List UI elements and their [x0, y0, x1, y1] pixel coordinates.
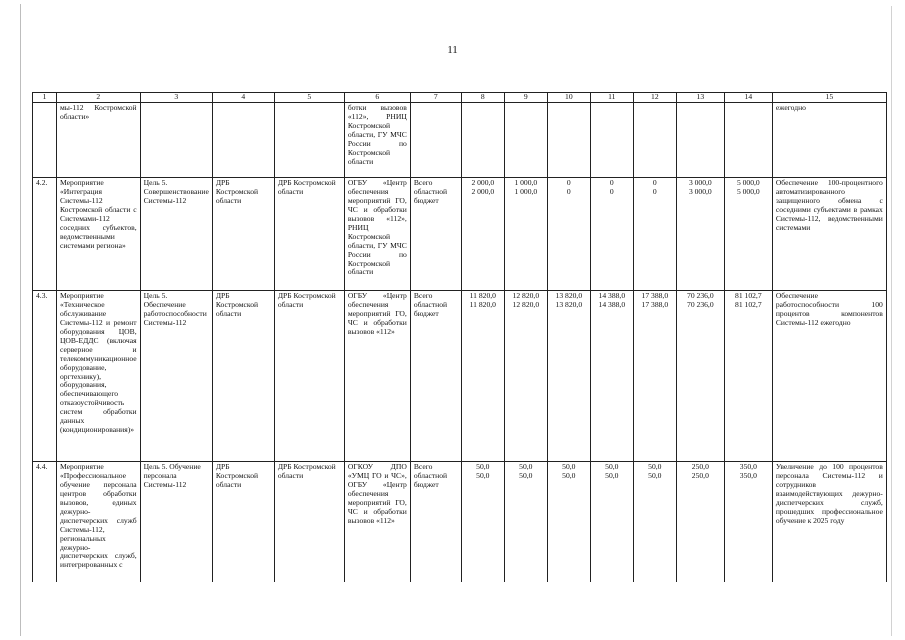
activity-name-cell: Мероприятие «Профессиональное обучение персонала центров обработки вызовов, единых дежурно-диспетчерских служб Системы-112, региональных дежурно-диспетчерских служб, интегрированных с [57, 461, 141, 582]
value-total: 11 820,0 [469, 290, 496, 300]
funding-regional-label: областной бюджет [413, 299, 448, 318]
header-cell: 13 [676, 93, 724, 103]
funding-total-label: Всего [413, 461, 433, 471]
header-cell: 15 [772, 93, 886, 103]
value-cell-col9 [504, 177, 547, 290]
value-regional: 50,0 [519, 470, 533, 480]
funding-source-cell [410, 102, 461, 177]
executor-cell: ДРБ Костромской области [274, 461, 344, 582]
header-cell: 6 [344, 93, 410, 103]
header-cell: 14 [724, 93, 772, 103]
customer-cell: ДРБ Костромской области [212, 177, 274, 290]
value-cell-col10 [547, 290, 590, 461]
value-total: 17 388,0 [641, 290, 669, 300]
value-cell-col13 [676, 290, 724, 461]
table-row [33, 290, 887, 461]
value-total: 3 000,0 [688, 177, 712, 187]
header-cell: 7 [410, 93, 461, 103]
row-number-cell: 4.4. [33, 461, 57, 582]
row-number-cell: 4.2. [33, 177, 57, 290]
value-total: 1 000,0 [514, 177, 538, 187]
value-regional: 0 [609, 186, 614, 196]
value-cell-col11 [590, 177, 633, 290]
funding-source-cell [410, 290, 461, 461]
value-cell-col10 [547, 461, 590, 582]
value-cell-col8 [461, 290, 504, 461]
value-cell-col14 [724, 290, 772, 461]
value-cell-col8 [461, 177, 504, 290]
value-cell-col8 [461, 461, 504, 582]
header-cell: 4 [212, 93, 274, 103]
customer-cell: ДРБ Костромской области [212, 461, 274, 582]
table-row [33, 102, 887, 177]
header-cell: 3 [140, 93, 212, 103]
expected-result-cell: Увеличение до 100 процентов персонала Системы-112 и сотрудников взаимодействующих дежурно-диспетчерских служб, прошедших профессиональное обучение к 2025 году [772, 461, 886, 582]
value-regional: 5 000,0 [736, 186, 760, 196]
goal-cell [140, 102, 212, 177]
funding-regional-label: областной бюджет [413, 186, 448, 205]
value-total: 70 236,0 [687, 290, 714, 300]
table-row [33, 461, 887, 582]
header-cell: 1 [33, 93, 57, 103]
value-total: 12 820,0 [512, 290, 540, 300]
funding-source-cell [410, 461, 461, 582]
value-total: 350,0 [739, 461, 757, 471]
goal-cell: Цель 5. Обучение персонала Системы-112 [140, 461, 212, 582]
value-cell-col14 [724, 461, 772, 582]
participants-cell: ботки вызовов «112», РНИЦ Костромской области, ГУ МЧС России по Костромской области [344, 102, 410, 177]
value-regional: 50,0 [648, 470, 662, 480]
expected-result-cell: Обеспечение работоспособности 100 процентов компонентов Системы-112 ежегодно [772, 290, 886, 461]
value-regional: 12 820,0 [512, 299, 540, 309]
value-cell-col13 [676, 177, 724, 290]
value-regional: 3 000,0 [688, 186, 712, 196]
value-regional: 50,0 [605, 470, 619, 480]
customer-cell: ДРБ Костромской области [212, 290, 274, 461]
participants-cell: ОГБУ «Центр обеспечения мероприятий ГО, ЧС и обработки вызовов «112», РНИЦ Костромской области, ГУ МЧС России по Костромской области [344, 177, 410, 290]
scan-edge-right [891, 6, 892, 636]
funding-regional-label: областной бюджет [413, 470, 448, 489]
value-regional: 0 [566, 186, 571, 196]
value-total: 250,0 [691, 461, 709, 471]
header-cell: 9 [504, 93, 547, 103]
value-total: 50,0 [519, 461, 533, 471]
value-total: 50,0 [605, 461, 619, 471]
executor-cell: ДРБ Костромской области [274, 177, 344, 290]
value-cell-col14 [724, 102, 772, 177]
funding-source-cell [410, 177, 461, 290]
row-number-cell [33, 102, 57, 177]
value-total: 50,0 [476, 461, 490, 471]
value-regional: 50,0 [562, 470, 576, 480]
value-total: 2 000,0 [471, 177, 495, 187]
executor-cell: ДРБ Костромской области [274, 290, 344, 461]
funding-total-label: Всего [413, 177, 433, 187]
value-cell-col9 [504, 461, 547, 582]
value-cell-col12 [633, 177, 676, 290]
value-cell-col10 [547, 102, 590, 177]
value-total: 14 388,0 [598, 290, 626, 300]
value-regional: 17 388,0 [641, 299, 669, 309]
value-regional: 2 000,0 [471, 186, 495, 196]
value-cell-col9 [504, 102, 547, 177]
value-regional: 1 000,0 [514, 186, 538, 196]
value-regional: 50,0 [476, 470, 490, 480]
value-cell-col14 [724, 177, 772, 290]
header-cell: 5 [274, 93, 344, 103]
goal-cell: Цель 5. Совершенствование Системы-112 [140, 177, 212, 290]
value-regional: 0 [652, 186, 657, 196]
value-regional: 250,0 [691, 470, 709, 480]
value-total: 13 820,0 [555, 290, 583, 300]
value-regional: 13 820,0 [555, 299, 583, 309]
value-cell-col11 [590, 461, 633, 582]
header-cell: 11 [590, 93, 633, 103]
expected-result-cell: ежегодно [772, 102, 886, 177]
value-total: 50,0 [648, 461, 662, 471]
page-number: 11 [447, 44, 458, 56]
value-total: 0 [566, 177, 571, 187]
value-cell-col12 [633, 461, 676, 582]
budget-table [32, 92, 887, 582]
expected-result-cell: Обеспечение 100-процентного автоматизированного защищенного обмена с соседними субъектами в рамках Системы-112, ведомственными системами [772, 177, 886, 290]
executor-cell [274, 102, 344, 177]
scan-edge-left [20, 4, 21, 636]
value-total: 50,0 [562, 461, 576, 471]
value-cell-col8 [461, 102, 504, 177]
value-cell-col11 [590, 102, 633, 177]
value-total: 0 [609, 177, 614, 187]
header-cell: 10 [547, 93, 590, 103]
value-total: 5 000,0 [736, 177, 760, 187]
funding-total-label: Всего [413, 290, 433, 300]
value-total: 81 102,7 [735, 290, 762, 300]
activity-name-cell: Мероприятие «Техническое обслуживание Системы-112 и ремонт оборудования ЦОВ, ЦОВ-ЕДДС (включая серверное и телекоммуникационное оборудование, оргтехнику), оборудования, обеспечивающего отказоустойчивость систем обработки данных (кондиционирования)» [57, 290, 141, 461]
activity-name-cell: Мероприятие «Интеграция Системы-112 Костромской области с Системами-112 соседних субъектов, ведомственными системами региона» [57, 177, 141, 290]
table-row [33, 177, 887, 290]
value-regional: 81 102,7 [735, 299, 762, 309]
value-total: 0 [652, 177, 657, 187]
activity-name-cell: мы-112 Костромской области» [57, 102, 141, 177]
value-regional: 11 820,0 [469, 299, 496, 309]
value-cell-col12 [633, 102, 676, 177]
value-regional: 14 388,0 [598, 299, 626, 309]
header-cell: 8 [461, 93, 504, 103]
header-cell: 12 [633, 93, 676, 103]
customer-cell [212, 102, 274, 177]
value-cell-col13 [676, 102, 724, 177]
header-row [33, 93, 887, 103]
participants-cell: ОГКОУ ДПО «УМЦ ГО и ЧС», ОГБУ «Центр обеспечения мероприятий ГО, ЧС и обработки вызовов «112» [344, 461, 410, 582]
header-cell: 2 [57, 93, 141, 103]
value-cell-col12 [633, 290, 676, 461]
value-cell-col10 [547, 177, 590, 290]
value-cell-col11 [590, 290, 633, 461]
value-regional: 350,0 [739, 470, 757, 480]
row-number-cell: 4.3. [33, 290, 57, 461]
value-regional: 70 236,0 [687, 299, 714, 309]
value-cell-col9 [504, 290, 547, 461]
value-cell-col13 [676, 461, 724, 582]
goal-cell: Цель 5. Обеспечение работоспособности Системы-112 [140, 290, 212, 461]
participants-cell: ОГБУ «Центр обеспечения мероприятий ГО, ЧС и обработки вызовов «112» [344, 290, 410, 461]
